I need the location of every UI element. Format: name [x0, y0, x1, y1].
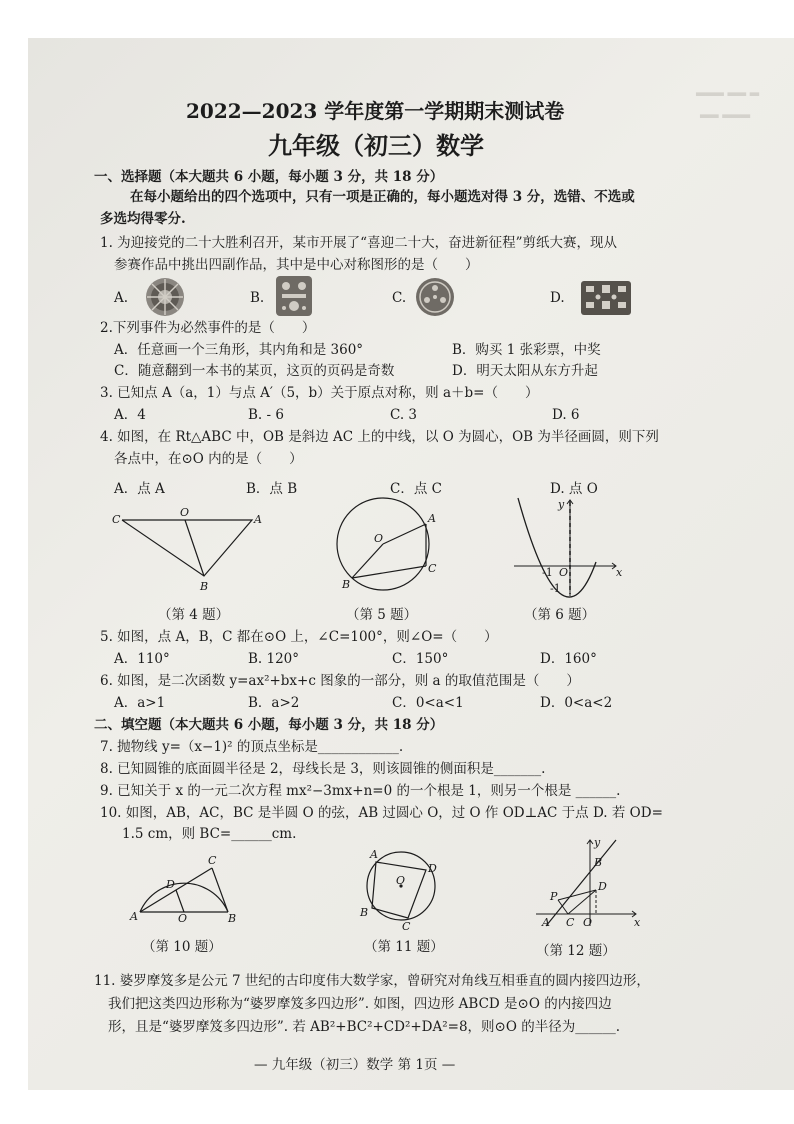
fig6-label-neg1: -1	[542, 566, 553, 579]
fig12-label-x: x	[634, 916, 641, 929]
q4-option-c: C．点 C	[390, 481, 442, 497]
q2-option-d: D．明天太阳从东方升起	[452, 363, 598, 379]
section1-instructions: 多选均得零分.	[100, 211, 186, 227]
q10-stem: 10. 如图，AB，AC，BC 是半圆 O 的弦，AB 过圆心 O，过 O 作 OD⊥AC 于点 D. 若 OD=	[100, 805, 663, 821]
figure-q11-circle	[356, 844, 446, 933]
fig12-label-c: C	[566, 916, 575, 929]
q4-option-b: B．点 B	[246, 481, 298, 497]
fig11-label-b: B	[360, 906, 369, 919]
exam-subtitle: 九年级（初三）数学	[268, 131, 484, 160]
q5-stem: 5. 如图，点 A，B，C 都在⊙O 上，∠C=100°，则∠O=（ ）	[100, 629, 498, 645]
fig10-label-c: C	[208, 854, 217, 867]
q1-stem: 参赛作品中挑出四副作品，其中是中心对称图形的是（ ）	[114, 257, 479, 273]
figure-q4-triangle	[112, 506, 272, 592]
section1-heading: 一、选择题（本大题共 6 小题，每小题 3 分，共 18 分）	[94, 169, 444, 185]
fig5-label-b: B	[342, 578, 351, 591]
fig6-label-x: x	[616, 566, 623, 579]
fig6-label-neg1-y: -1	[550, 582, 561, 595]
page-footer: — 九年级（初三）数学 第 1页 —	[254, 1057, 456, 1073]
caption-fig5: （第 5 题）	[346, 607, 418, 623]
papercut-a-image	[144, 276, 186, 318]
figure-q10-semicircle	[128, 850, 244, 925]
q2-option-c: C．随意翻到一本书的某页，这页的页码是奇数	[114, 363, 395, 379]
q3-option-a: A．4	[114, 407, 146, 423]
q4-stem: 4. 如图，在 Rt△ABC 中，OB 是斜边 AC 上的中线，以 O 为圆心，OB 为半径画圆，则下列	[100, 429, 659, 445]
exam-title: 2022—2023 学年度第一学期期末测试卷	[186, 99, 565, 123]
exam-page	[28, 38, 794, 1090]
fig12-label-p: P	[550, 890, 558, 903]
fig5-label-c: C	[428, 562, 437, 575]
q2-stem: 2.下列事件为必然事件的是（ ）	[100, 320, 316, 336]
q11-stem: 11. 婆罗摩笈多是公元 7 世纪的古印度伟大数学家，曾研究对角线互相垂直的圆内接四边形，	[94, 973, 650, 989]
fig12-label-a: A	[542, 916, 550, 929]
q3-option-b: B. - 6	[248, 407, 284, 423]
fig5-label-o: O	[374, 532, 384, 545]
q1-option-b: B.	[250, 290, 265, 306]
papercut-b-image	[274, 274, 314, 318]
fig12-label-o: O	[583, 916, 593, 929]
q6-option-c: C．0<a<1	[392, 695, 464, 711]
fig11-label-a: A	[370, 848, 378, 861]
q2-option-b: B．购买 1 张彩票，中奖	[452, 342, 601, 358]
fig10-label-b: B	[228, 912, 237, 925]
fig10-label-o: O	[178, 912, 188, 925]
show-through-ghost: ▂▂ ▂▂▂	[700, 104, 750, 118]
fig11-label-o: O	[396, 874, 406, 887]
fig12-label-y: y	[594, 836, 601, 849]
papercut-d-image	[580, 280, 632, 316]
q6-option-d: D．0<a<2	[540, 695, 613, 711]
q5-option-a: A．110°	[114, 651, 170, 667]
q3-option-c: C. 3	[390, 407, 418, 423]
q3-stem: 3. 已知点 A（a，1）与点 A′（5，b）关于原点对称，则 a＋b=（ ）	[100, 385, 539, 401]
fig4-label-c: C	[112, 513, 121, 526]
q11-stem: 我们把这类四边形称为“婆罗摩笈多四边形”. 如图，四边形 ABCD 是⊙O 的内接四边	[108, 996, 612, 1012]
q6-stem: 6. 如图，是二次函数 y=ax²+bx+c 图象的一部分，则 a 的取值范围是（ ）	[100, 673, 580, 689]
caption-fig10: （第 10 题）	[142, 939, 222, 955]
fig11-label-c: C	[402, 920, 411, 933]
caption-fig6: （第 6 题）	[524, 607, 596, 623]
q3-option-d: D. 6	[552, 407, 580, 423]
section1-instructions: 在每小题给出的四个选项中，只有一项是正确的，每小题选对得 3 分，选错、不选或	[130, 189, 635, 205]
fig12-label-d: D	[598, 880, 607, 893]
q9: 9. 已知关于 x 的一元二次方程 mx²−3mx+n=0 的一个根是 1，则另一个根是 ______.	[100, 783, 621, 799]
fig11-label-d: D	[428, 862, 437, 875]
section2-heading: 二、填空题（本大题共 6 小题，每小题 3 分，共 18 分）	[94, 717, 444, 733]
fig4-label-o: O	[180, 506, 190, 519]
q11-stem: 形，且是“婆罗摩笈多四边形”. 若 AB²+BC²+CD²+DA²=8，则⊙O 的半径为______.	[108, 1019, 621, 1035]
caption-fig11: （第 11 题）	[364, 939, 444, 955]
fig4-label-a: A	[254, 513, 262, 526]
q4-stem: 各点中，在⊙O 内的是（ ）	[114, 451, 303, 467]
show-through-ghost: ▂▂▂ ▂▂ ▂	[696, 82, 759, 96]
q1-option-a: A.	[114, 290, 129, 306]
caption-fig12: （第 12 题）	[536, 943, 616, 959]
figure-q12-graph	[528, 834, 644, 930]
fig10-label-a: A	[130, 910, 138, 923]
q5-option-b: B. 120°	[248, 651, 300, 667]
fig4-label-b: B	[200, 580, 209, 593]
q4-option-d: D. 点 O	[550, 481, 598, 497]
fig5-label-a: A	[428, 512, 436, 525]
figure-q6-parabola	[512, 496, 624, 600]
q10-stem: 1.5 cm，则 BC=______cm.	[122, 826, 297, 842]
q6-option-b: B．a>2	[248, 695, 300, 711]
q5-option-c: C．150°	[392, 651, 449, 667]
q4-option-a: A．点 A	[114, 481, 165, 497]
caption-fig4: （第 4 题）	[158, 607, 230, 623]
q7: 7. 抛物线 y=（x−1)² 的顶点坐标是____________.	[100, 739, 404, 755]
fig10-label-d: D	[166, 878, 175, 891]
fig6-label-y: y	[558, 498, 565, 511]
q1-stem: 1. 为迎接党的二十大胜利召开，某市开展了“喜迎二十大，奋进新征程”剪纸大赛，现从	[100, 235, 617, 251]
papercut-c-image	[414, 276, 456, 318]
fig6-label-o: O	[559, 566, 569, 579]
q2-option-a: A．任意画一个三角形，其内角和是 360°	[114, 342, 364, 358]
q5-option-d: D．160°	[540, 651, 597, 667]
figure-q5-circle	[328, 494, 440, 598]
q1-option-d: D.	[550, 290, 565, 306]
q8: 8. 已知圆锥的底面圆半径是 2，母线长是 3，则该圆锥的侧面积是_______.	[100, 761, 546, 777]
q1-option-c: C.	[392, 290, 407, 306]
q6-option-a: A．a>1	[114, 695, 166, 711]
fig12-label-b: B	[594, 856, 603, 869]
